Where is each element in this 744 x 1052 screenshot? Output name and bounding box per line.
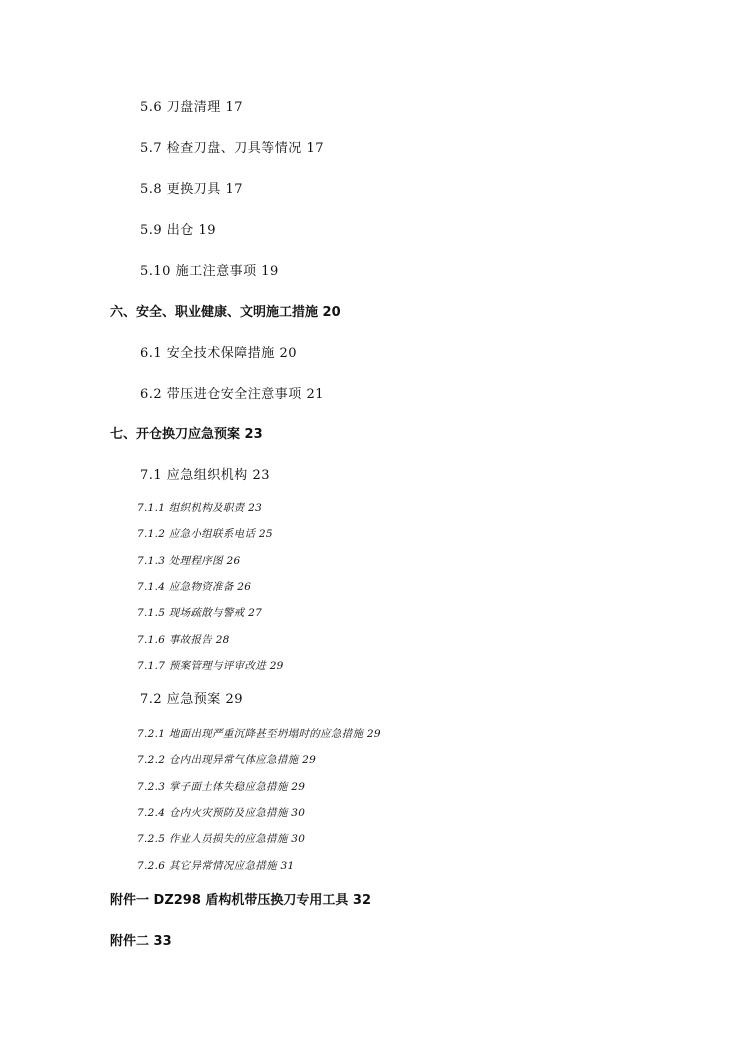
toc-entry-7-1[interactable]: 7.1 应急组织机构 23 (140, 468, 270, 483)
toc-entry-7-2-6[interactable]: 7.2.6 其它异常情况应急措施 31 (137, 860, 295, 872)
toc-entry-7-1-1[interactable]: 7.1.1 组织机构及职责 23 (137, 502, 263, 514)
toc-entry-chapter-7[interactable]: 七、开仓换刀应急预案 23 (110, 427, 263, 442)
toc-entry-6-1[interactable]: 6.1 安全技术保障措施 20 (140, 346, 297, 361)
toc-entry-chapter-6[interactable]: 六、安全、职业健康、文明施工措施 20 (110, 305, 341, 320)
toc-entry-7-2-2[interactable]: 7.2.2 仓内出现异常气体应急措施 29 (137, 754, 317, 766)
toc-entry-7-1-4[interactable]: 7.1.4 应急物资准备 26 (137, 581, 252, 593)
toc-entry-5-10[interactable]: 5.10 施工注意事项 19 (140, 264, 279, 279)
toc-entry-7-2-3[interactable]: 7.2.3 掌子面土体失稳应急措施 29 (137, 781, 306, 793)
toc-entry-7-2-5[interactable]: 7.2.5 作业人员损失的应急措施 30 (137, 833, 306, 845)
toc-entry-7-2-4[interactable]: 7.2.4 仓内火灾预防及应急措施 30 (137, 807, 306, 819)
toc-entry-7-1-5[interactable]: 7.1.5 现场疏散与警戒 27 (137, 607, 263, 619)
toc-entry-7-1-7[interactable]: 7.1.7 预案管理与评审改进 29 (137, 660, 284, 672)
toc-entry-7-1-6[interactable]: 7.1.6 事故报告 28 (137, 634, 230, 646)
toc-entry-7-2[interactable]: 7.2 应急预案 29 (140, 692, 243, 707)
toc-entry-7-1-3[interactable]: 7.1.3 处理程序图 26 (137, 555, 241, 567)
toc-entry-7-2-1[interactable]: 7.2.1 地面出现严重沉降甚至坍塌时的应急措施 29 (137, 728, 381, 740)
toc-entry-6-2[interactable]: 6.2 带压进仓安全注意事项 21 (140, 387, 324, 402)
toc-entry-7-1-2[interactable]: 7.1.2 应急小组联系电话 25 (137, 528, 273, 540)
toc-entry-appendix-1[interactable]: 附件一 DZ298 盾构机带压换刀专用工具 32 (110, 893, 372, 908)
toc-entry-5-6[interactable]: 5.6 刀盘清理 17 (140, 100, 243, 115)
toc-entry-5-9[interactable]: 5.9 出仓 19 (140, 223, 216, 238)
toc-entry-appendix-2[interactable]: 附件二 33 (110, 934, 172, 949)
toc-entry-5-7[interactable]: 5.7 检查刀盘、刀具等情况 17 (140, 141, 324, 156)
toc-entry-5-8[interactable]: 5.8 更换刀具 17 (140, 182, 243, 197)
